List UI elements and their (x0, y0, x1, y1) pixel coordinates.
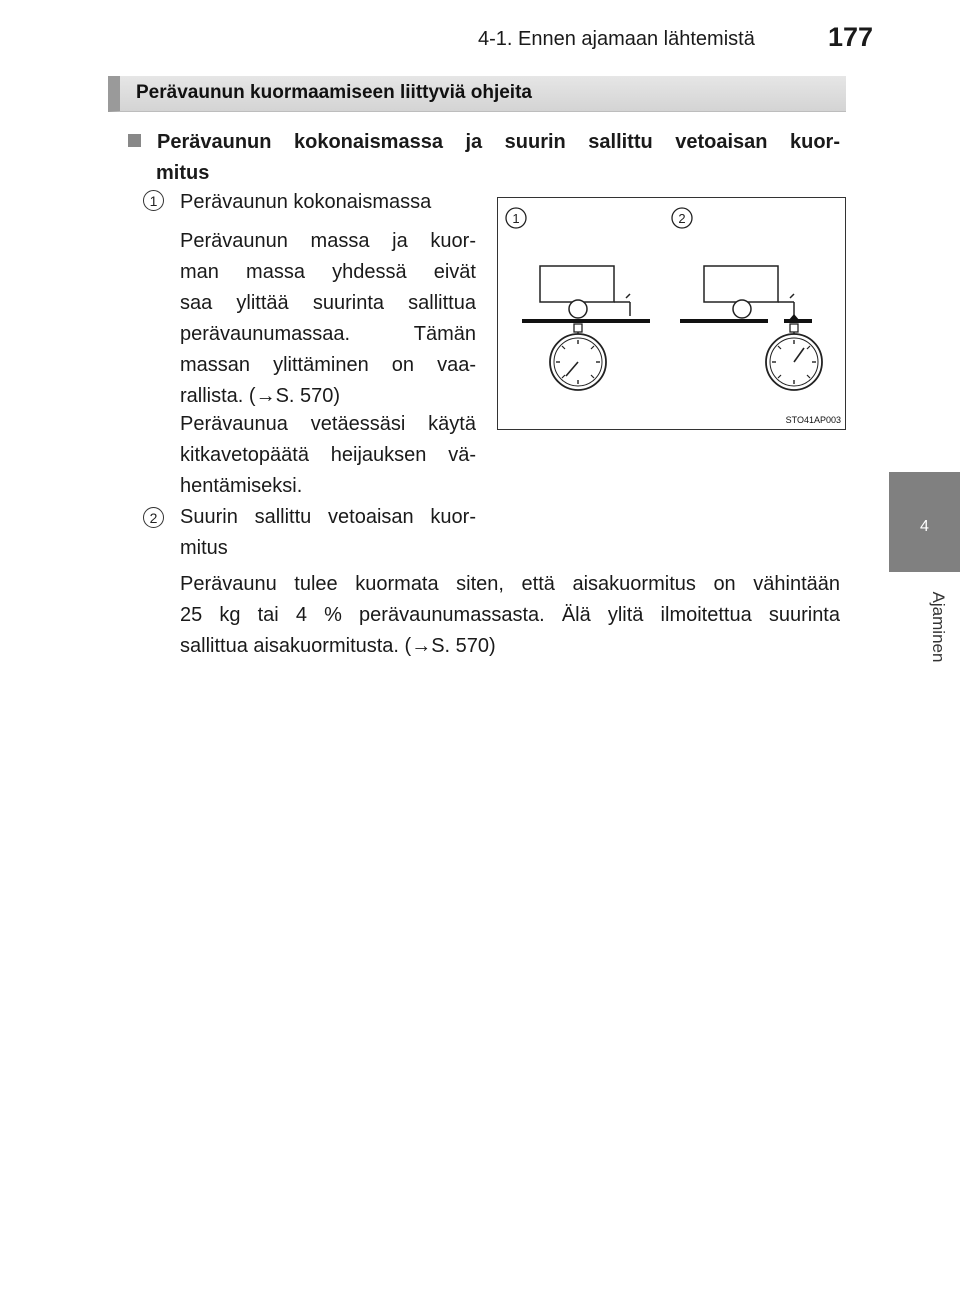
chapter-label-area (889, 572, 960, 682)
figure-code: STO41AP003 (785, 415, 841, 425)
text-line: Perävaunun massa ja kuor- (180, 230, 476, 252)
text-line: rallista. (→S. 570) (180, 385, 341, 407)
scale-gauge-left (550, 334, 606, 390)
item-1-title: Perävaunun kokonaismassa (180, 191, 432, 213)
text-line: perävaunumassaa. Tämän (180, 323, 476, 345)
text-line: Suurin sallittu vetoaisan kuor- (180, 506, 476, 528)
text-line: kitkavetopäätä heijauksen vä- (180, 444, 476, 466)
text-line: 25 kg tai 4 % perävaunumassasta. Älä ylitä ilmoitettua suurinta (180, 604, 840, 626)
square-bullet-icon (128, 134, 141, 147)
section-heading (128, 127, 840, 189)
item-1-paragraph-2 (180, 409, 476, 502)
scale-gauge-right (766, 334, 822, 390)
item-1-paragraph-1 (180, 226, 476, 412)
text-line: Perävaunu tulee kuormata siten, että aisakuormitus on vähintään (180, 573, 840, 595)
text-line: man massa yhdessä eivät (180, 261, 476, 283)
section-heading-line1 (128, 127, 840, 158)
banner-title: Perävaunun kuormaamiseen liittyviä ohjeita (136, 82, 532, 103)
chapter-tab[interactable] (889, 472, 960, 572)
section-heading-line2: mitus (156, 162, 210, 184)
section-banner (108, 76, 846, 112)
text-line: saa ylittää suurinta sallittua (180, 292, 476, 314)
section-title: 4-1. Ennen ajamaan lähtemistä (478, 28, 755, 50)
item-2-paragraph (180, 569, 840, 662)
chapter-label: Ajaminen (929, 591, 948, 663)
trailer-right (680, 266, 812, 338)
trailer-scale-diagram (498, 198, 845, 429)
text-line: mitus (180, 537, 228, 559)
page-number: 177 (828, 22, 874, 52)
heading-text-1: Perävaunun kokonaismassa ja suurin sallittu vetoaisan kuor- (157, 131, 840, 153)
item-number-2: 2 (143, 507, 164, 528)
text-line: massan ylittäminen on vaa- (180, 354, 476, 376)
trailer-left (522, 266, 650, 338)
text-line: Perävaunua vetäessäsi käytä (180, 413, 476, 435)
trailer-weight-illustration (497, 197, 846, 430)
callout-1-label: 1 (512, 211, 520, 226)
text-line: hentämiseksi. (180, 475, 303, 497)
callout-2-label: 2 (678, 211, 686, 226)
text-line: sallittua aisakuormitusta. (→S. 570) (180, 635, 496, 657)
item-2-title (180, 502, 476, 564)
chapter-number: 4 (920, 518, 929, 535)
item-number-1: 1 (143, 190, 164, 211)
